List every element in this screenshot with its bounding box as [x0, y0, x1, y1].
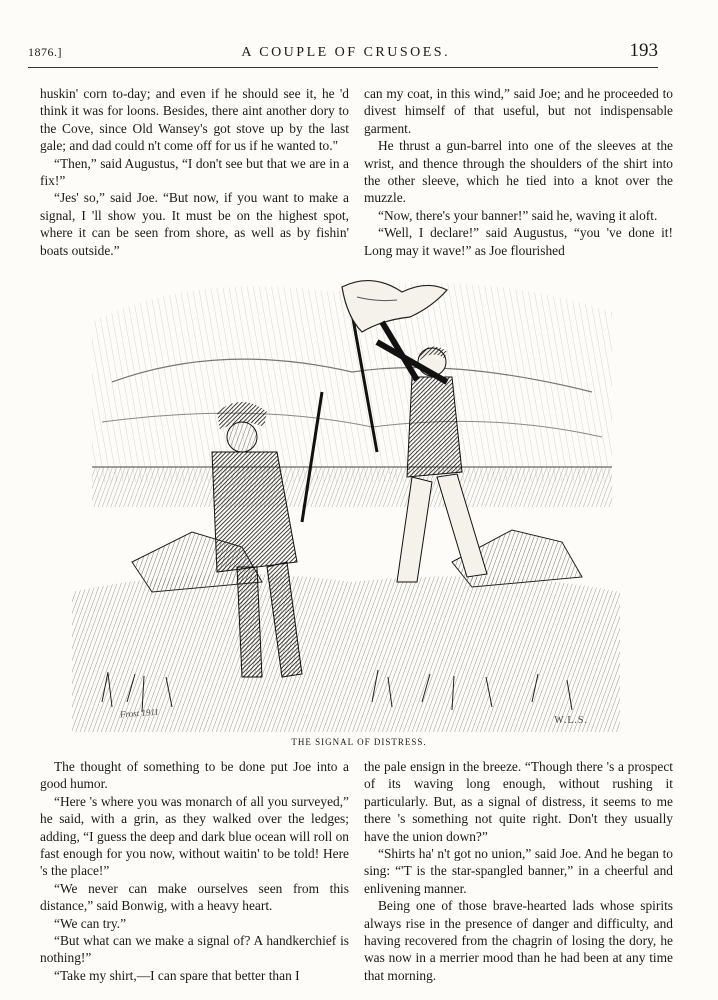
top-left-column: [40, 85, 349, 259]
illustration: [72, 262, 620, 732]
paragraph: He thrust a gun-barrel into one of the sleeves at the wrist, and thence through the shoulders of the shirt into the other sleeve, which he tied into a knot over the muzzle.: [364, 138, 673, 206]
engraving-image: [72, 262, 620, 732]
artist-signature-right: W.L.S.: [554, 715, 588, 726]
paragraph: The thought of something to be done put Joe into a good humor.: [40, 759, 349, 792]
paragraph: “We can try.”: [54, 915, 127, 931]
paragraph: the pale ensign in the breeze. “Though there 's a prospect of its waving long enough, without rushing it particularly. But, as a signal of distress, it seems to me there 's something not quite right. Don't they usually have the union down?”: [364, 759, 673, 844]
paragraph: Being one of those brave-hearted lads whose spirits always rise in the presence of danger and difficulty, and having recovered from the chagrin of losing the dory, he was now in a merrier mood than he had been at any time that morning.: [364, 898, 673, 983]
paragraph: can my coat, in this wind,” said Joe; and he proceeded to divest himself of that useful, but not indispensable garment.: [364, 86, 673, 136]
paragraph: “Well, I declare!” said Augustus, “you 've done it! Long may it wave!” as Joe flourished: [364, 225, 673, 258]
header-title: A COUPLE OF CRUSOES.: [241, 45, 451, 60]
paragraph: “Now, there's your banner!” said he, waving it aloft.: [378, 207, 658, 223]
paragraph: “Jes' so,” said Joe. “But now, if you want to make a signal, I 'll show you. It must be on the highest spot, where it can be seen from shore, as well as by fishin' boats outside.”: [40, 190, 349, 258]
sea: [92, 467, 612, 507]
header-year: 1876.]: [28, 45, 62, 59]
bottom-right-column: [364, 758, 673, 984]
paragraph: huskin' corn to-day; and even if he should see it, he 'd think it was for loons. Besides, there aint another dory to the Cove, since Old Wansey's got stove up by the last gale; and dad could n't come off for us if he wanted to.": [40, 86, 349, 154]
illustration-caption: THE SIGNAL OF DISTRESS.: [291, 737, 427, 747]
paragraph: “Here 's where you was monarch of all you surveyed,” he said, with a grin, as they walked over the ledges; adding, “I guess the deep and dark blue ocean will roll on fast enough for you now, without waitin' to be told! Here 's the place!”: [40, 793, 349, 879]
paragraph: “But what can we make a signal of? A handkerchief is nothing!”: [40, 933, 349, 966]
bottom-left-column: [40, 758, 349, 984]
page-number: 193: [629, 40, 658, 61]
paragraph: “Take my shirt,—I can spare that better than I: [54, 967, 300, 983]
running-header: [28, 40, 658, 68]
paragraph: “We never can make ourselves seen from this distance,” said Bonwig, with a heavy heart.: [40, 880, 349, 914]
top-right-column: [364, 85, 673, 259]
paragraph: “Then,” said Augustus, “I don't see but that we are in a fix!”: [40, 155, 349, 189]
paragraph: “Shirts ha' n't got no union,” said Joe. And he began to sing: “'T is the star-spangled banner,” in a cheerful and enlivening manner.: [364, 846, 673, 896]
artist-signature-left: Frost 1911: [119, 706, 160, 720]
